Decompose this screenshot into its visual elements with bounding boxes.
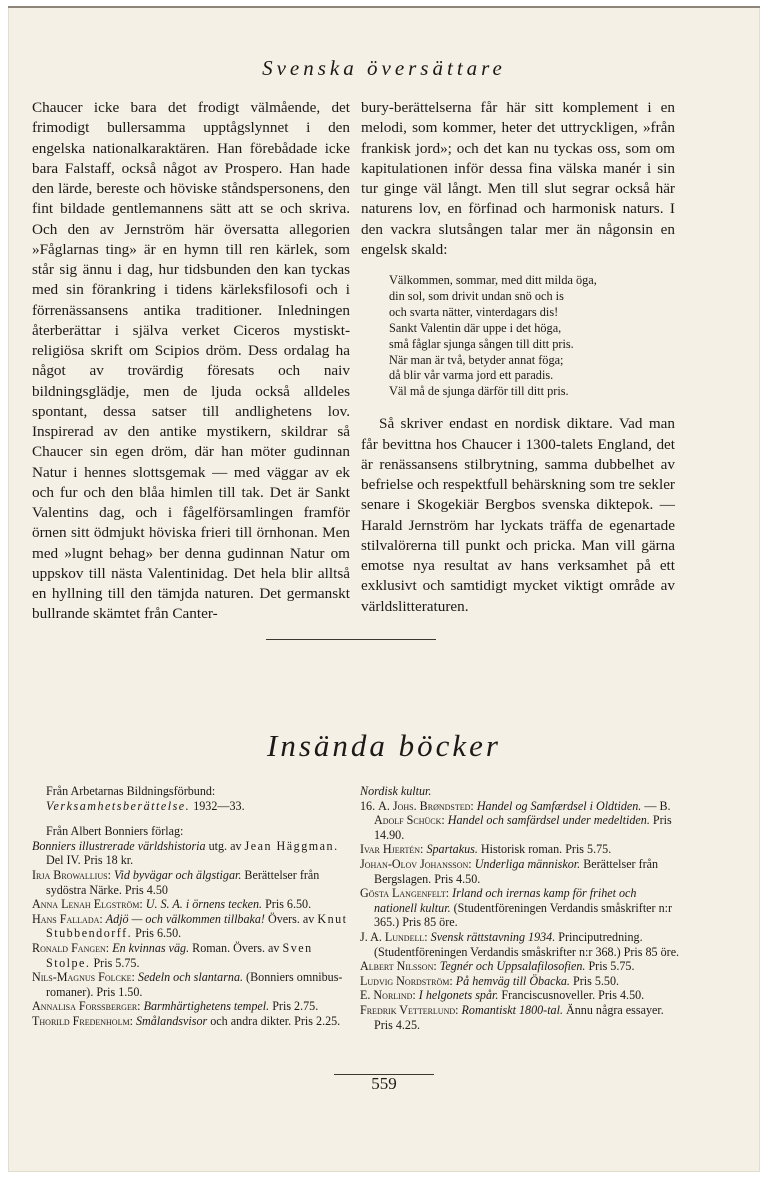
section-divider xyxy=(266,639,436,640)
list-item: Irja Browallius: Vid byvägar och älgstigar. Berättelser från sydöstra Närke. Pris 4.50 xyxy=(32,867,320,897)
poem-line: då blir vår varma jord ett paradis. xyxy=(389,368,554,383)
list-item: Nordisk kultur. xyxy=(360,784,432,798)
list-item: Thorild Fredenholm: Smålandsvisor och andra dikter. Pris 2.25. xyxy=(32,1013,341,1028)
right-paragraph-after-poem: Så skriver endast en nordisk diktare. Vad man får bevittna hos Chaucer i 1300-talets England, det är renässansens stilbrytning, samma dubbelhet av befrielse och respektfull behärskning som tre sekler senare i Skogekiär Bergbos svenska diktepok. — Harald Jernström har lyckats träffa de egenartade stilvalörerna till punkt och pricka. Man vill gärna emotse nya resultat av hans verksamhet på ett exklusivt och samtidigt mycket viktigt område av världslitteraturen. xyxy=(361,415,675,615)
list-item: Nils-Magnus Folcke: Sedeln och slantarna. (Bonniers omnibus-romaner). Pris 1.50. xyxy=(32,970,343,999)
left-text-column xyxy=(32,98,350,625)
poem-line: Välkommen, sommar, med ditt milda öga, xyxy=(389,273,597,287)
publisher-heading: Från Arbetarnas Bildningsförbund: xyxy=(46,784,216,798)
section-title: Insända böcker xyxy=(267,728,501,763)
right-paragraph-before-poem: bury-berättelserna får här sitt komplement i en melodi, som kommer, heter det uttryckligen, »från frankisk jord»; och det kan nu tyckas oss, som om kapitulationen inför dessa fina välska manér i sin tur ginge väl långt. Men till slut segrar också här naturens lov, en förfinad och harmonisk naturs. I den vackra slutsången talar mer än någonsin en engelsk skald: xyxy=(361,99,675,258)
top-edge-line xyxy=(8,6,760,8)
list-item: Hans Fallada: Adjö — och välkommen tillbaka! Övers. av Knut Stubbendorff. Pris 6.50. xyxy=(32,911,348,941)
poem-line: Väl må de sjunga därför till ditt pris. xyxy=(389,384,569,399)
list-item: 16. A. Johs. Brøndsted: Handel og Samfærdsel i Oldtiden. — B. Adolf Schück: Handel och samfärdsel under medeltiden. Pris 14.90. xyxy=(360,798,672,842)
right-text-column xyxy=(361,98,675,617)
page-number: 559 xyxy=(371,1074,397,1093)
list-item: Ronald Fangen: En kvinnas väg. Roman. Övers. av Sven Stolpe. Pris 5.75. xyxy=(32,940,313,970)
poem-line: och svarta nätter, vinterdagars dis! xyxy=(389,304,559,319)
publisher-group xyxy=(32,784,348,813)
list-item: E. Norlind: I helgonets spår. Franciscusnoveller. Pris 4.50. xyxy=(360,988,645,1003)
list-item: Verksamhetsberättelse. 1932—33. xyxy=(46,798,245,813)
books-list-left xyxy=(32,784,348,1029)
poem-line: Sankt Valentin där uppe i det höga, xyxy=(389,320,562,335)
left-column-paragraph: Chaucer icke bara det frodigt välmående, det frimodigt bullersamma upptågslynnet i den engelska nationalkaraktären. Han förebådade icke bara Falstaff, också något av Prospero. Han hade den lärde, bereste och höviske ståndspersonens, den fint bildade gentlemannens sätt att se och skriva. Och den av Jernström här översatta allegorien »Fåglarnas ting» är en hymn till ren kärlek, som står sig ännu i dag, hur tidsbunden den kan tyckas med sin förankring i tidens kärleksfilosofi och i förrenässansens antika traditioner. Inledningen återberättar i själva verket Ciceros mystiskt-religiösa skrift om Scipios dröm. Dess ordalag ha något av trovärdig föresats och naiv bildningsglädje, men de ljuda också alldeles spontant, dessa satser till andlighetens lov. Inspirerad av den antike mystikern, skildrar så Chaucer sin egen dröm, där han möter gudinnan Natur i hennes slottsgemak — med väggar av ek och fur och den blåa himlen till tak. Det är Sankt Valentins dag, och i fågelförsamlingen framför örnen sitt ödmjukt höviska frieri till örnhonan. Men med »lugnt behag» ber denna gudinnan Natur om uppskov till nästa Valentinidag. Det hela blir alltså en hyllning till den tämjda naturen. Det germanskt bullrande skämtet från Canter- xyxy=(32,99,350,623)
list-item: Gösta Langenfelt: Irland och irernas kamp för frihet och nationell kultur. (Studentföreningen Verdandis småskrifter n:r 365.) Pris 85 öre. xyxy=(360,886,673,930)
running-head: Svenska översättare xyxy=(262,56,506,80)
list-item: Annalisa Forssberger: Barmhärtighetens tempel. Pris 2.75. xyxy=(32,999,319,1014)
list-item: Fredrik Vetterlund: Romantiskt 1800-tal. Ännu några essayer. Pris 4.25. xyxy=(360,1002,664,1032)
poem-line: din sol, som drivit undan snö och is xyxy=(389,288,564,303)
list-item: Ludvig Nordström: På hemväg till Öbacka. Pris 5.50. xyxy=(360,973,620,988)
books-list-right xyxy=(360,784,680,1032)
page xyxy=(8,6,760,1172)
publisher-group xyxy=(32,824,348,1028)
list-item: Bonniers illustrerade världshistoria utg. av Jean Häggman. Del IV. Pris 18 kr. xyxy=(32,838,339,868)
list-item: Johan-Olov Johansson: Underliga människor. Berättelser från Bergslagen. Pris 4.50. xyxy=(360,856,659,886)
poem-line: När man är två, betyder annat föga; xyxy=(389,352,564,367)
poem xyxy=(389,273,675,400)
list-item: Ivar Hjertén: Spartakus. Historisk roman. Pris 5.75. xyxy=(360,842,612,857)
publisher-heading: Från Albert Bonniers förlag: xyxy=(46,824,184,839)
list-item: Anna Lenah Elgström: U. S. A. i örnens tecken. Pris 6.50. xyxy=(32,897,312,912)
list-item: Albert Nilsson: Tegnér och Uppsalafilosofien. Pris 5.75. xyxy=(360,959,635,974)
list-item: J. A. Lundell: Svensk rättstavning 1934. Principutredning. (Studentföreningen Verdandis småskrifter n:r 368.) Pris 85 öre. xyxy=(360,929,680,959)
poem-line: små fåglar sjunga sången till ditt pris. xyxy=(389,336,574,351)
